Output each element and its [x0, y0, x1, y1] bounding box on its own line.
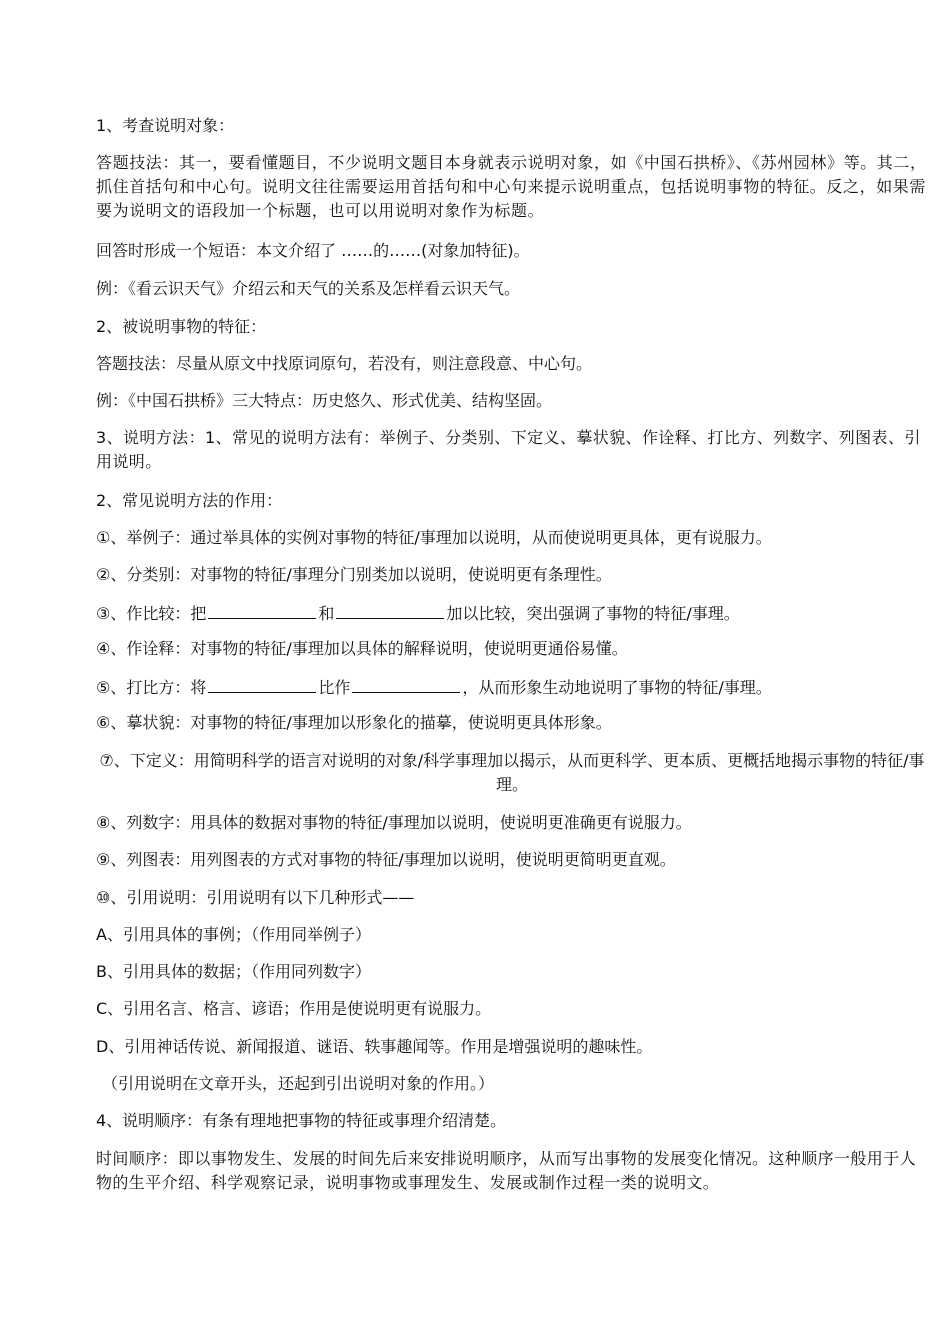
section-1-title: 1、考查说明对象： — [96, 116, 235, 135]
section-3-subtitle: 2、常见说明方法的作用： — [96, 491, 283, 510]
quotation-form-c: C、引用名言、格言、谚语；作用是使说明更有说服力。 — [96, 999, 492, 1018]
section-4-title: 4、说明顺序：有条有理地把事物的特征或事理介绍清楚。 — [96, 1111, 507, 1130]
method-quotation: ⑩、引用说明：引用说明有以下几种形式—— — [96, 888, 415, 907]
section-1-example: 例：《看云识天气》介绍云和天气的关系及怎样看云识天气。 — [96, 279, 521, 298]
method-analogy-as: 比作 — [318, 678, 351, 697]
method-numbers: ⑧、列数字：用具体的数据对事物的特征/事理加以说明，使说明更准确更有说服力。 — [96, 813, 692, 832]
method-definition: ⑦、下定义：用简明科学的语言对说明的对象/科学事理加以揭示，从而更科学、更本质、更概括地揭示事物的特征/事理。 — [99, 751, 925, 794]
method-comparison — [60, 600, 928, 626]
section-2-title: 2、被说明事物的特征： — [96, 317, 267, 336]
method-charts: ⑨、列图表：用列图表的方式对事物的特征/事理加以说明，使说明更简明更直观。 — [96, 850, 676, 869]
quotation-form-a: A、引用具体的事例；（作用同举例子） — [96, 925, 371, 944]
quotation-note: （引用说明在文章开头，还起到引出说明对象的作用。） — [102, 1074, 495, 1093]
fill-blank[interactable] — [208, 674, 316, 693]
method-comparison-tail: 加以比较，突出强调了事物的特征/事理。 — [446, 604, 740, 623]
section-4-time-order: 时间顺序：即以事物发生、发展的时间先后来安排说明顺序，从而写出事物的发展变化情况。这种顺序一般用于人物的生平介绍、科学观察记录，说明事物或事理发生、发展或制作过程一类的说明文。 — [96, 1149, 917, 1192]
method-analogy-lead: ⑤、打比方：将 — [96, 678, 207, 697]
method-classification: ②、分类别：对事物的特征/事理分门别类加以说明，使说明更有条理性。 — [96, 565, 612, 584]
method-interpretation: ④、作诠释：对事物的特征/事理加以具体的解释说明，使说明更通俗易懂。 — [96, 639, 628, 658]
fill-blank[interactable] — [352, 674, 460, 693]
quotation-form-d: D、引用神话传说、新闻报道、谜语、轶事趣闻等。作用是增强说明的趣味性。 — [96, 1037, 653, 1056]
section-3-title: 3、说明方法：1、常见的说明方法有：举例子、分类别、下定义、摹状貌、作诠释、打比方、列数字、列图表、引用说明。 — [96, 428, 921, 471]
fill-blank[interactable] — [336, 600, 444, 619]
method-example: ①、举例子：通过举具体的实例对事物的特征/事理加以说明，从而使说明更具体，更有说服力。 — [96, 528, 772, 547]
method-comparison-and: 和 — [318, 604, 335, 623]
fill-blank[interactable] — [208, 600, 316, 619]
method-comparison-lead: ③、作比较：把 — [96, 604, 207, 623]
method-description: ⑥、摹状貌：对事物的特征/事理加以形象化的描摹，使说明更具体形象。 — [96, 713, 612, 732]
quotation-form-b: B、引用具体的数据；（作用同列数字） — [96, 962, 371, 981]
section-2-technique: 答题技法：尽量从原文中找原词原句，若没有，则注意段意、中心句。 — [96, 354, 593, 373]
section-1-technique: 答题技法：其一，要看懂题目，不少说明文题目本身就表示说明对象，如《中国石拱桥》、《苏州园林》等。其二，抓住首括句和中心句。说明文往往需要运用首括句和中心句来提示说明重点，包括说明事物的特征。反之，如果需要为说明文的语段加一个标题，也可以用说明对象作为标题。 — [96, 153, 927, 220]
section-2-example: 例：《中国石拱桥》三大特点：历史悠久、形式优美、结构坚固。 — [96, 391, 553, 410]
method-analogy-tail: ，从而形象生动地说明了事物的特征/事理。 — [462, 678, 772, 697]
section-1-answer-format: 回答时形成一个短语：本文介绍了 ……的……(对象加特征)。 — [96, 241, 530, 260]
method-analogy — [60, 674, 928, 700]
